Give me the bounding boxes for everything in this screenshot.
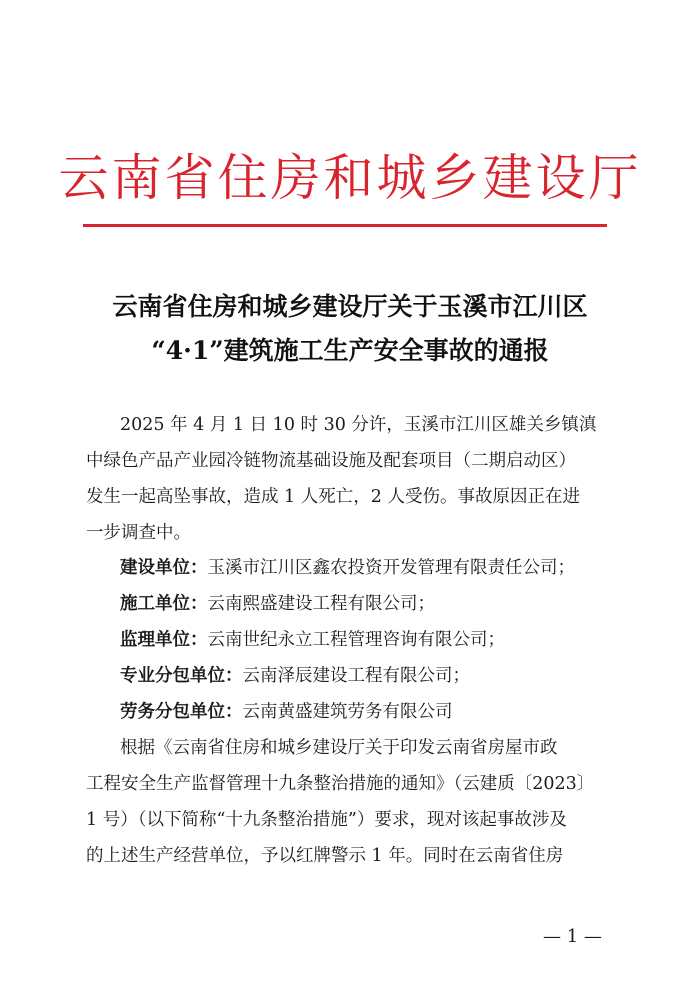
page-number: — 1 — bbox=[543, 926, 602, 947]
unit-specialty-subcontractor bbox=[120, 661, 470, 691]
paragraph-line: 中绿色产品产业园冷链物流基础设施及配套项目（二期启动区） bbox=[86, 451, 576, 471]
unit-supervisor bbox=[120, 625, 505, 655]
paragraph-line: 发生一起高坠事故，造成 1 人死亡，2 人受伤。事故原因正在进 bbox=[86, 487, 580, 507]
unit-value: 云南黄盛建筑劳务有限公司 bbox=[242, 702, 453, 722]
unit-label: 建设单位： bbox=[120, 558, 208, 578]
paragraph-line: 2025 年 4 月 1 日 10 时 30 分许，玉溪市江川区雄关乡镇滇 bbox=[120, 415, 597, 435]
unit-value: 云南熙盛建设工程有限公司； bbox=[207, 594, 435, 614]
unit-construction bbox=[120, 553, 575, 583]
notice-title-line-2: “4·1”建筑施工生产安全事故的通报 bbox=[151, 336, 549, 365]
unit-label: 劳务分包单位： bbox=[120, 702, 243, 722]
unit-contractor bbox=[120, 589, 435, 619]
unit-value: 云南世纪永立工程管理咨询有限公司； bbox=[207, 630, 505, 650]
notice-title-line-1: 云南省住房和城乡建设厅关于玉溪市江川区 bbox=[112, 292, 588, 321]
unit-labor-subcontractor bbox=[120, 697, 453, 727]
unit-label: 监理单位： bbox=[120, 630, 208, 650]
unit-value: 玉溪市江川区鑫农投资开发管理有限责任公司； bbox=[207, 558, 575, 578]
paragraph-line: 1 号）（以下简称“十九条整治措施”）要求，现对该起事故涉及 bbox=[86, 810, 567, 830]
paragraph-line: 工程安全生产监督管理十九条整治措施的通知》（云建质〔2023〕 bbox=[86, 774, 595, 794]
paragraph-line: 根据《云南省住房和城乡建设厅关于印发云南省房屋市政 bbox=[120, 738, 558, 758]
issuing-authority-header: 云南省住房和城乡建设厅 bbox=[58, 149, 642, 207]
unit-value: 云南泽辰建设工程有限公司； bbox=[242, 666, 470, 686]
unit-label: 施工单位： bbox=[120, 594, 208, 614]
unit-label: 专业分包单位： bbox=[120, 666, 243, 686]
paragraph-line: 的上述生产经营单位，予以红牌警示 1 年。同时在云南省住房 bbox=[86, 846, 564, 866]
paragraph-line: 一步调查中。 bbox=[86, 523, 191, 543]
red-divider-line bbox=[83, 224, 607, 227]
